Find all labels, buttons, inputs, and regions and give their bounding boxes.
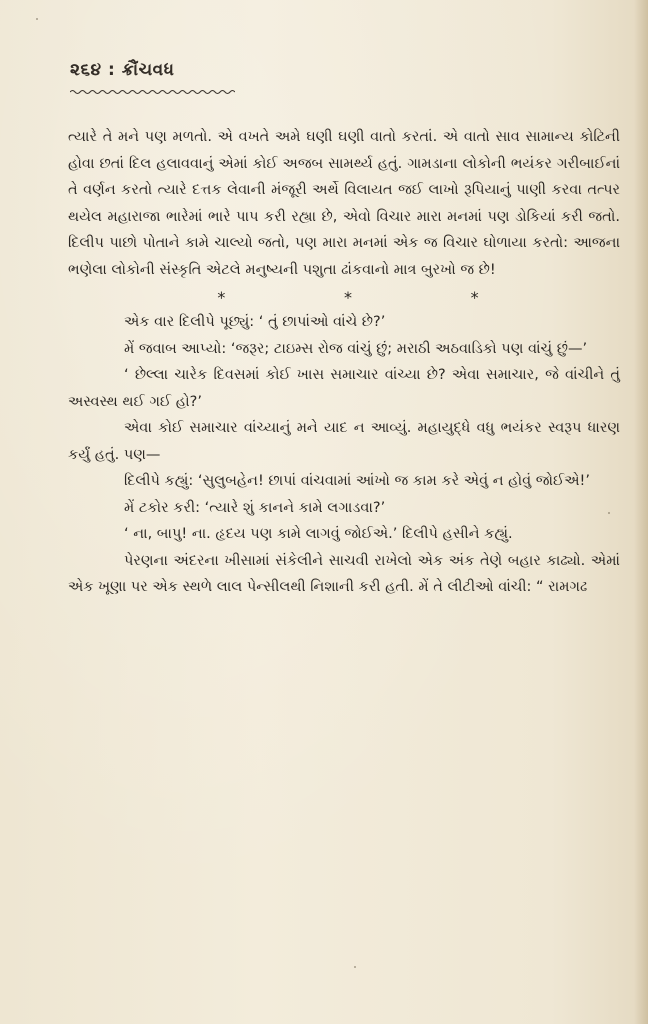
paper-speck: [354, 966, 356, 968]
paragraph: ‘ ના, બાપુ! ના. હૃદય પણ કામે લાગવું જોઈએ.’ દિલીપે હસીને કહ્યું.: [124, 526, 513, 542]
paragraph: મેં જવાબ આપ્યો: ‘જરૂર; ટાઇમ્સ રોજ વાંચું છું; મરાઠી અઠવાડિકો પણ વાંચું છું—’: [124, 340, 588, 357]
separator-star: *: [343, 288, 352, 307]
header-line: [70, 60, 270, 80]
paragraph: એક વાર દિલીપે પૂછ્યું: ‘ તું છાપાંઓ વાંચે છે?’: [124, 314, 386, 330]
paragraph: ‘ છેલ્લા ચારેક દિવસમાં કોઈ ખાસ સમાચાર વાંચ્યા છે? એવા સમાચાર, જે વાંચીને તું અસ્વસ્થ થઈ ગઈ હો?’: [68, 367, 620, 410]
page-number: ૨૬૪: [70, 60, 102, 80]
paper-speck: [36, 18, 38, 20]
paragraph: દિલીપે કહ્યું: ‘સુલુબહેન! છાપાં વાંચવામાં આંખો જ કામ કરે એવું ન હોવું જોઈએ!’: [124, 473, 590, 489]
separator-star: *: [217, 288, 226, 307]
page-binding-shadow: [634, 0, 648, 1024]
header-separator: :: [107, 60, 116, 80]
page-body: [68, 124, 620, 601]
book-title: ક્રૌંચવધ: [121, 60, 175, 80]
separator-star: *: [470, 288, 479, 307]
paragraph: મેં ટકોર કરી: ‘ત્યારે શું કાનને કામે લગાડવા?’: [124, 499, 386, 516]
paragraph: એવા કોઈ સમાચાર વાંચ્યાનું મને યાદ ન આવ્યું. મહાયુદ્ધે વધુ ભયંકર સ્વરૂપ ધારણ કર્યું હતું. પણ—: [68, 420, 620, 463]
header-wavy-rule: [70, 89, 235, 95]
paragraph: ત્યારે તે મને પણ મળતો. એ વખતે અમે ઘણી ઘણી વાતો કરતાં. એ વાતો સાવ સામાન્ય કોટિની હોવા છતાં દિલ હલાવવાનું એમાં કોઈ અજબ સામર્થ્ય હતું. ગામડાના લોકોની ભયંકર ગરીબાઈનાં તે વર્ણન કરતો ત્યારે દત્તક લેવાની મંજૂરી અર્થે વિલાયત જઈ લાખો રૂપિયાનું પાણી કરવા તત્પર થયેલ મહારાજા ભારેમાં ભારે પાપ કરી રહ્યા છે, એવો વિચાર મારા મનમાં પણ ડોકિયાં કરી જતો. દિલીપ પાછો પોતાને કામે ચાલ્યો જતો, પણ મારા મનમાં એક જ વિચાર ઘોળાયા કરતો: આજના ભણેલા લોકોની સંસ્કૃતિ એટલે મનુષ્યની પશુતા ઢાંકવાનો માત્ર બુરખો જ છે!: [68, 129, 620, 278]
paragraph: પેરણના અંદરના ખીસામાં સંકેલીને સાચવી રાખેલો એક અંક તેણે બહાર કાઢ્યો. એમાં એક ખૂણા પર એક સ્થળે લાલ પેન્સીલથી નિશાની કરી હતી. મેં તે લીટીઓ વાંચી: “ રામગઢ: [68, 552, 620, 595]
running-header: [70, 60, 270, 99]
section-separator: [158, 283, 538, 309]
